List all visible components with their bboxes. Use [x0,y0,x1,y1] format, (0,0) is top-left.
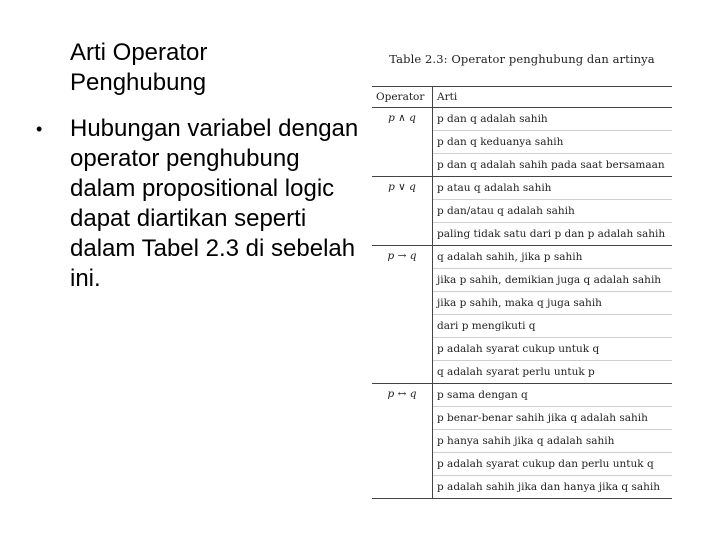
arti-cell: q adalah sahih, jika p sahih [433,246,673,269]
slide-title-line-1: Arti Operator [70,39,208,66]
arti-cell: p dan q adalah sahih pada saat bersamaan [433,154,673,177]
operator-cell: p → q [372,246,433,384]
operator-table [372,86,672,499]
operator-table-figure [372,52,672,499]
bullet-dot-icon: • [36,119,43,139]
bullet-list [30,114,360,294]
column-header-operator: Operator [372,87,433,108]
arti-cell: p dan q adalah sahih [433,108,673,131]
operator-cell: p ∧ q [372,108,433,177]
operator-cell: p ↔ q [372,384,433,499]
column-header-arti: Arti [433,87,673,108]
arti-cell: p dan q keduanya sahih [433,131,673,154]
table-caption: Table 2.3: Operator penghubung dan artinya [389,52,655,66]
arti-cell: p hanya sahih jika q adalah sahih [433,430,673,453]
arti-cell: paling tidak satu dari p dan p adalah sahih [433,223,673,246]
arti-cell: q adalah syarat perlu untuk p [433,361,673,384]
table-row [372,177,672,200]
arti-cell: p atau q adalah sahih [433,177,673,200]
table-row [372,246,672,269]
slide-title [70,38,360,98]
arti-cell: dari p mengikuti q [433,315,673,338]
operator-cell: p ∨ q [372,177,433,246]
table-row [372,384,672,407]
slide-title-line-2: Penghubung [70,69,207,96]
arti-cell: p adalah syarat cukup untuk q [433,338,673,361]
arti-cell: p adalah syarat cukup dan perlu untuk q [433,453,673,476]
arti-cell: p dan/atau q adalah sahih [433,200,673,223]
arti-cell: p sama dengan q [433,384,673,407]
arti-cell: jika p sahih, demikian juga q adalah sahih [433,269,673,292]
bullet-item [30,114,360,294]
arti-cell: p benar-benar sahih jika q adalah sahih [433,407,673,430]
table-header-row [372,87,672,108]
table-row [372,108,672,131]
table-body [372,108,672,499]
bullet-text: Hubungan variabel dengan operator penghubung dalam propositional logic dapat diartikan seperti dalam Tabel 2.3 di sebelah ini. [70,115,359,292]
arti-cell: jika p sahih, maka q juga sahih [433,292,673,315]
arti-cell: p adalah sahih jika dan hanya jika q sahih [433,476,673,499]
